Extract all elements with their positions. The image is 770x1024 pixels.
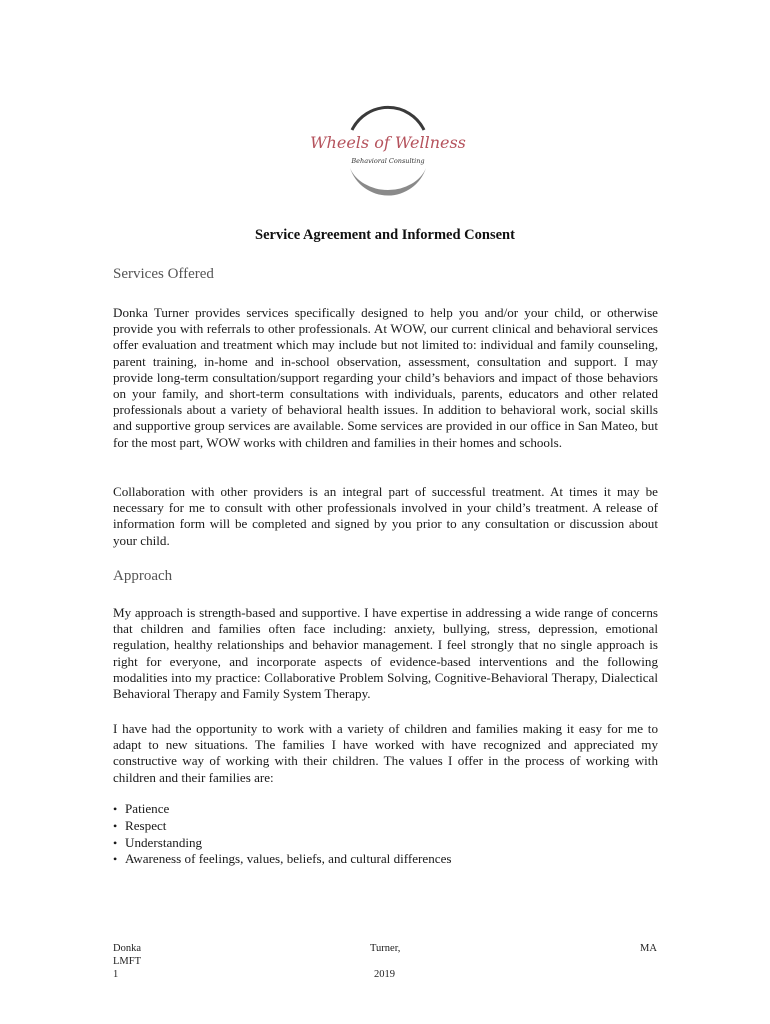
logo-icon xyxy=(310,108,466,190)
paragraph-collaboration: Collaboration with other providers is an integral part of successful treatment. At times it may be necessary for me to consult with other professionals involved in your child’s treatment. A release of information form will be completed and signed by you prior to any consultation or discussion about your child. xyxy=(113,484,658,548)
list-item xyxy=(113,801,452,818)
logo xyxy=(310,108,466,190)
footer-author-first: Donka xyxy=(113,943,141,954)
list-item xyxy=(113,835,452,852)
logo-ring-top xyxy=(352,107,424,130)
footer-author-last: Turner, xyxy=(370,943,401,954)
paragraph-approach: My approach is strength-based and supportive. I have expertise in addressing a wide range of concerns that children and families often face including: anxiety, bullying, stress, depression, emotional regulation, healthy relationships and behavior management. I feel strongly that no single approach is right for everyone, and incorporate aspects of evidence-based interventions and the following modalities into my practice: Collaborative Problem Solving, Cognitive-Behavioral Therapy, Dialectical Behavioral Therapy and Family System Therapy. xyxy=(113,605,658,702)
bullet-icon: • xyxy=(113,852,118,867)
section-heading-approach: Approach xyxy=(113,568,173,584)
footer-page-number: 1 xyxy=(113,969,119,980)
logo-ring-bottom xyxy=(350,168,426,196)
values-list xyxy=(113,801,452,868)
bullet-icon: • xyxy=(113,835,118,850)
paragraph-values-intro: I have had the opportunity to work with a variety of children and families making it easy for me to adapt to new situations. The families I have worked with have recognized and appreciated my constructive way of working with their children. The values I offer in the process of working with children and their families are: xyxy=(113,721,658,785)
bullet-icon: • xyxy=(113,802,118,816)
bullet-icon: • xyxy=(113,818,118,833)
section-heading-services: Services Offered xyxy=(113,266,214,282)
footer-year: 2019 xyxy=(374,969,395,980)
list-item-label: Respect xyxy=(125,817,167,833)
footer-left xyxy=(113,942,141,981)
document-title: Service Agreement and Informed Consent xyxy=(255,227,515,243)
footer-degree: MA xyxy=(640,943,657,954)
logo-tagline: Behavioral Consulting xyxy=(351,157,425,165)
paragraph-services: Donka Turner provides services specifically designed to help you and/or your child, or otherwise provide you with referrals to other professionals. At WOW, our current clinical and behavioral services offer evaluation and treatment which may include but not limited to: individual and family counseling, parent training, in-home and in-school observation, assessment, consultation and support. I may provide long-term consultation/support regarding your child’s behaviors and impact of those behaviors on your family, and short-term consultations with individuals, parents, educators and other related professionals about a variety of behavioral health issues. In addition to behavioral work, social skills and supportive group services are available. Some services are provided in our office in San Mateo, but for the most part, WOW works with children and families in their homes and schools. xyxy=(113,305,658,450)
footer-credential: LMFT xyxy=(113,956,142,967)
list-item-label: Patience xyxy=(125,801,170,816)
list-item-label: Understanding xyxy=(125,834,203,850)
list-item xyxy=(113,818,452,835)
list-item-label: Awareness of feelings, values, beliefs, and cultural differences xyxy=(125,851,452,867)
list-item xyxy=(113,851,452,868)
logo-name: Wheels of Wellness xyxy=(310,133,466,152)
